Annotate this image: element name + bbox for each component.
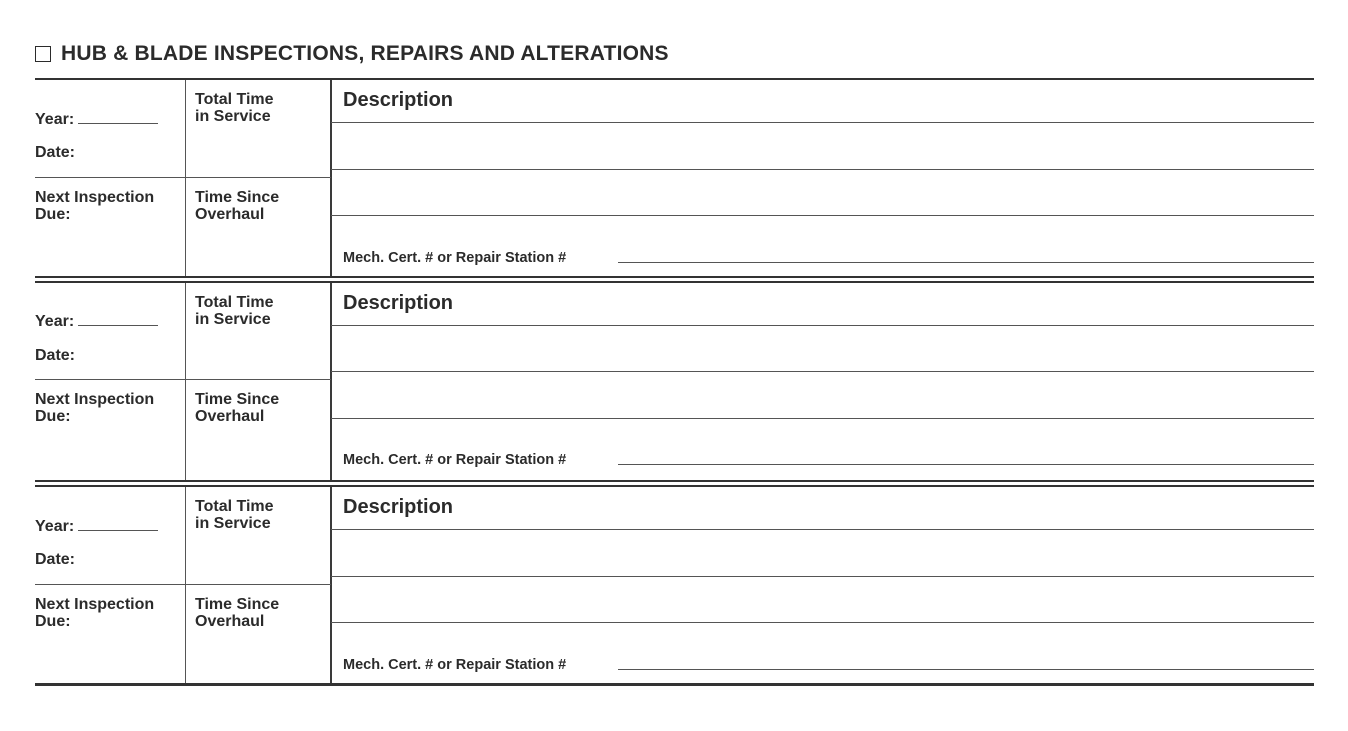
- total-time-field[interactable]: [195, 130, 325, 172]
- mech-cert-label: Mech. Cert. # or Repair Station #: [343, 452, 567, 468]
- total-time-field[interactable]: [195, 333, 325, 375]
- mech-cert-line: [618, 464, 1314, 465]
- mech-cert-field[interactable]: [620, 446, 1310, 462]
- entry-separator: [35, 480, 1314, 487]
- section-checkbox[interactable]: [35, 46, 51, 62]
- description-field[interactable]: [343, 329, 1303, 369]
- date-field[interactable]: [85, 551, 180, 569]
- mech-cert-field[interactable]: [620, 244, 1310, 260]
- time-since-overhaul-label: Time Since Overhaul: [195, 391, 280, 425]
- mech-cert-line: [618, 669, 1314, 670]
- column-divider: [185, 487, 186, 684]
- column-divider: [330, 80, 332, 277]
- column-divider: [330, 487, 332, 684]
- description-line: [331, 169, 1314, 170]
- entry-separator: [35, 276, 1314, 283]
- next-inspection-field[interactable]: [80, 207, 180, 267]
- mech-cert-label: Mech. Cert. # or Repair Station #: [343, 250, 567, 266]
- description-label: Description: [343, 496, 454, 518]
- description-line: [331, 215, 1314, 216]
- bottom-rule: [35, 683, 1314, 686]
- date-label: Date:: [35, 347, 76, 364]
- description-line: [331, 371, 1314, 372]
- date-label: Date:: [35, 144, 76, 161]
- date-field[interactable]: [85, 347, 180, 365]
- total-time-field[interactable]: [195, 537, 325, 579]
- mech-cert-line: [618, 262, 1314, 263]
- description-field[interactable]: [343, 375, 1303, 415]
- next-inspection-field[interactable]: [80, 614, 180, 674]
- form-title: [35, 42, 669, 66]
- mech-cert-field[interactable]: [620, 651, 1310, 667]
- column-divider: [185, 283, 186, 480]
- column-divider: [330, 283, 332, 480]
- time-since-overhaul-label: Time Since Overhaul: [195, 596, 280, 630]
- row-divider: [35, 379, 331, 380]
- description-label: Description: [343, 292, 454, 314]
- description-line: [331, 622, 1314, 623]
- time-since-overhaul-field[interactable]: [195, 635, 325, 679]
- total-time-label: Total Time in Service: [195, 91, 274, 125]
- next-inspection-field[interactable]: [80, 409, 180, 469]
- column-divider: [185, 80, 186, 277]
- year-label: Year:: [35, 109, 158, 128]
- next-inspection-label: Next Inspection Due:: [35, 596, 155, 630]
- time-since-overhaul-field[interactable]: [195, 430, 325, 474]
- row-divider: [35, 177, 331, 178]
- description-line: [331, 529, 1314, 530]
- description-field[interactable]: [343, 580, 1303, 620]
- form-title-text: HUB & BLADE INSPECTIONS, REPAIRS AND ALTERATIONS: [61, 42, 669, 65]
- description-line: [331, 122, 1314, 123]
- next-inspection-label: Next Inspection Due:: [35, 391, 155, 425]
- description-line: [331, 325, 1314, 326]
- total-time-label: Total Time in Service: [195, 498, 274, 532]
- time-since-overhaul-label: Time Since Overhaul: [195, 189, 280, 223]
- top-rule: [35, 78, 1314, 80]
- description-field[interactable]: [343, 126, 1303, 166]
- description-label: Description: [343, 89, 454, 111]
- description-field[interactable]: [343, 533, 1303, 573]
- row-divider: [35, 584, 331, 585]
- next-inspection-label: Next Inspection Due:: [35, 189, 155, 223]
- description-line: [331, 576, 1314, 577]
- year-label: Year:: [35, 516, 158, 535]
- year-field[interactable]: [78, 516, 158, 531]
- year-label: Year:: [35, 311, 158, 330]
- year-field[interactable]: [78, 311, 158, 326]
- mech-cert-label: Mech. Cert. # or Repair Station #: [343, 657, 567, 673]
- time-since-overhaul-field[interactable]: [195, 228, 325, 272]
- date-label: Date:: [35, 551, 76, 568]
- description-field[interactable]: [343, 173, 1303, 213]
- year-field[interactable]: [78, 109, 158, 124]
- date-field[interactable]: [85, 144, 180, 162]
- total-time-label: Total Time in Service: [195, 294, 274, 328]
- description-line: [331, 418, 1314, 419]
